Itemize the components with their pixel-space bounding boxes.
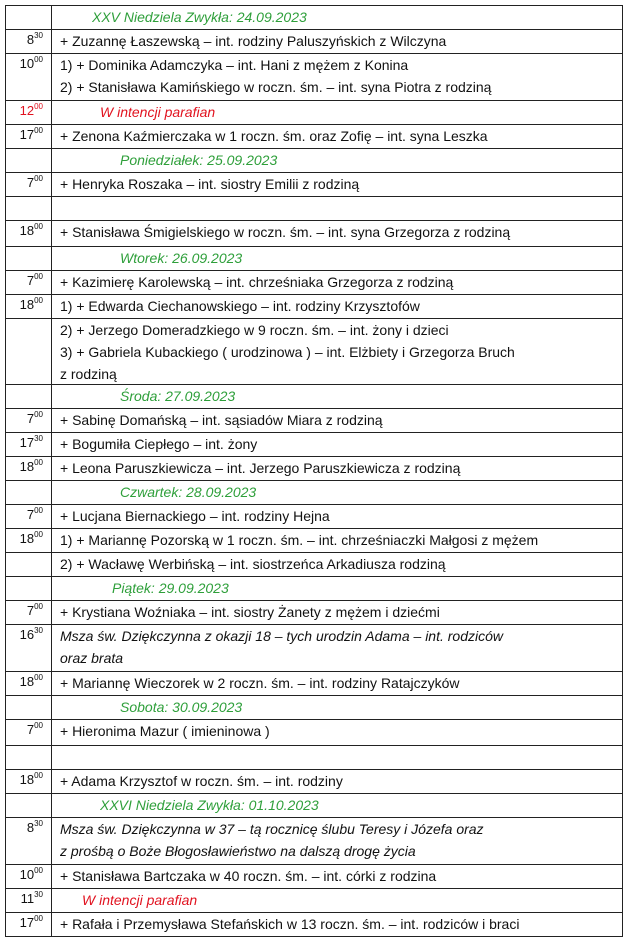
time-cell [6,295,52,318]
mass-time [20,297,43,312]
intention-text: 2) + Wacławę Werbińską – int. siostrzeńca Arkadiusza rodziną [60,556,446,572]
time-minutes: 00 [34,771,43,780]
mass-time [20,223,43,238]
schedule-row [6,624,622,671]
schedule-row [6,817,622,864]
time-minutes: 30 [34,626,43,635]
time-cell [6,577,52,600]
day-header-row [6,576,622,600]
schedule-row [6,671,622,695]
mass-time [20,459,43,474]
mass-time [27,820,43,835]
time-minutes: 00 [34,410,43,419]
day-title: Poniedziałek: 25.09.2023 [120,152,278,168]
mass-time [20,627,43,642]
intention-cell [52,601,622,624]
time-hour: 11 [20,891,35,906]
intention-cell [52,889,622,912]
day-header-row [6,6,622,29]
intention-text: + Sabinę Domańską – int. sąsiadów Miara z rodziną [60,412,383,428]
time-cell [6,30,52,53]
intention-cell [52,818,622,864]
intention-text: + Adama Krzysztof w roczn. śm. – int. rodziny [60,773,343,789]
time-cell [6,457,52,480]
time-minutes: 00 [34,458,43,467]
schedule-row [6,196,622,220]
time-minutes: 00 [34,602,43,611]
day-title-cell [52,385,622,408]
intention-cell [52,173,622,196]
intention-cell [52,433,622,456]
mass-time [27,175,43,190]
time-hour: 8 [26,32,35,47]
mass-time [27,603,43,618]
schedule-row [6,600,622,624]
intention-text: + Kazimierę Karolewską – int. chrześniaka Grzegorza z rodziną [60,274,454,290]
schedule-row [6,745,622,769]
schedule-row [6,294,622,318]
day-header-row [6,148,622,172]
day-title-cell [52,247,622,270]
schedule-row [6,912,622,936]
time-cell [6,481,52,504]
time-cell [6,221,52,246]
schedule-row [6,864,622,888]
mass-time [20,531,43,546]
time-hour: 7 [26,507,35,522]
intention-text: + Hieronima Mazur ( imieninowa ) [60,723,270,739]
intention-text: 1) + Dominika Adamczyka – int. Hani z mężem z Konina [60,57,409,73]
intention-cell [52,54,622,100]
time-cell [6,6,52,29]
time-hour: 18 [19,459,35,474]
intention-text: + Leona Paruszkiewicza – int. Jerzego Paruszkiewicza z rodziną [60,460,461,476]
time-hour: 16 [19,627,35,642]
mass-time [21,891,43,906]
day-header-row [6,695,622,719]
day-title-cell [52,577,622,600]
intention-cell [52,913,622,936]
intention-cell [52,505,622,528]
time-hour: 7 [26,411,35,426]
day-title: XXVI Niedziela Zwykła: 01.10.2023 [100,797,319,813]
day-header-row [6,480,622,504]
day-title: Wtorek: 26.09.2023 [120,250,243,266]
day-title-cell [52,794,622,817]
day-title: Czwartek: 28.09.2023 [120,484,257,500]
mass-time [27,507,43,522]
time-cell [6,173,52,196]
schedule-row [6,220,622,246]
mass-time [20,127,43,142]
time-cell [6,54,52,100]
intention-cell [52,865,622,888]
intention-cell [52,409,622,432]
intention-text: + Zuzannę Łaszewską – int. rodziny Paluszyńskich z Wilczyna [60,33,447,49]
schedule-row [6,769,622,793]
time-cell [6,720,52,745]
intention-cell [52,529,622,552]
time-minutes: 00 [34,55,43,64]
mass-time [27,273,43,288]
time-minutes: 00 [34,102,43,111]
intention-text: z rodziną [60,366,117,382]
time-minutes: 30 [34,31,43,40]
intention-text: + Stanisława Bartczaka w 40 roczn. śm. – int. córki z rodzina [60,868,437,884]
time-cell [6,101,52,124]
intention-cell [52,221,622,246]
intention-cell [52,770,622,793]
time-cell [6,197,52,220]
schedule-row [6,172,622,196]
mass-time [27,411,43,426]
time-minutes: 30 [34,434,43,443]
day-title: Sobota: 30.09.2023 [120,699,243,715]
schedule-row [6,504,622,528]
intention-text: z prośbą o Boże Błogosławieństwo na dalszą drogę życia [60,843,416,859]
mass-schedule-table [5,5,623,937]
intention-text: + Bogumiła Ciepłego – int. żony [60,436,258,452]
day-title-cell [52,696,622,719]
time-cell [6,125,52,148]
day-title-cell [52,149,622,172]
time-hour: 10 [19,867,35,882]
time-cell [6,601,52,624]
time-cell [6,529,52,552]
schedule-row [6,456,622,480]
mass-time [20,867,43,882]
schedule-row [6,53,622,100]
intention-text: 1) + Edwarda Ciechanowskiego – int. rodziny Krzysztofów [60,298,420,314]
day-title: XXV Niedziela Zwykła: 24.09.2023 [92,9,307,25]
intention-text: + Henryka Roszaka – int. siostry Emilii z rodziną [60,176,360,192]
time-hour: 7 [26,175,35,190]
time-cell [6,696,52,719]
intention-text: + Krystiana Woźniaka – int. siostry Żanety z mężem i dziećmi [60,604,440,620]
time-minutes: 00 [34,673,43,682]
day-header-row [6,384,622,408]
intention-cell [52,319,622,384]
time-cell [6,385,52,408]
intention-cell [52,672,622,695]
intention-cell [52,553,622,576]
intention-text: W intencji parafian [100,104,216,120]
intention-text: Msza św. Dziękczynna z okazji 18 – tych urodzin Adama – int. rodziców [60,628,504,644]
intention-text: oraz brata [60,650,124,666]
time-cell [6,794,52,817]
intention-text: + Rafała i Przemysława Stefańskich w 13 roczn. śm. – int. rodziców i braci [60,916,520,932]
time-hour: 7 [26,273,35,288]
time-cell [6,625,52,671]
time-minutes: 00 [34,914,43,923]
time-minutes: 00 [34,222,43,231]
mass-time [27,32,43,47]
intention-text: Msza św. Dziękczynna w 37 – tą rocznicę ślubu Teresy i Józefa oraz [60,821,484,837]
time-hour: 18 [19,223,35,238]
time-minutes: 00 [34,866,43,875]
schedule-row [6,432,622,456]
schedule-row [6,528,622,552]
time-minutes: 00 [34,126,43,135]
time-cell [6,149,52,172]
schedule-row [6,888,622,912]
time-cell [6,770,52,793]
intention-text: 2) + Jerzego Domeradzkiego w 9 roczn. śm. – int. żony i dzieci [60,322,449,338]
intention-text: + Mariannę Wieczorek w 2 roczn. śm. – int. rodziny Ratajczyków [60,675,460,691]
time-minutes: 00 [34,272,43,281]
time-cell [6,818,52,864]
time-hour: 18 [19,674,35,689]
day-title-cell [52,6,622,29]
mass-time [20,103,43,118]
time-hour: 18 [19,297,35,312]
time-cell [6,672,52,695]
time-hour: 8 [26,820,35,835]
time-hour: 17 [19,127,35,142]
schedule-row [6,719,622,745]
time-cell [6,505,52,528]
day-title: Środa: 27.09.2023 [120,388,236,404]
schedule-row [6,124,622,148]
time-minutes: 00 [34,721,43,730]
time-cell [6,553,52,576]
mass-time [20,674,43,689]
time-hour: 7 [26,603,35,618]
intention-text: 2) + Stanisława Kamińskiego w roczn. śm. – int. syna Piotra z rodziną [60,79,492,95]
time-cell [6,247,52,270]
day-title-cell [52,481,622,504]
schedule-row [6,318,622,384]
time-minutes: 00 [34,506,43,515]
schedule-row [6,29,622,53]
schedule-row [6,408,622,432]
time-minutes: 30 [34,819,43,828]
intention-text: + Stanisława Śmigielskiego w roczn. śm. – int. syna Grzegorza z rodziną [60,224,511,240]
mass-time [20,56,43,71]
time-cell [6,746,52,769]
intention-text: + Lucjana Biernackiego – int. rodziny Hejna [60,508,330,524]
time-cell [6,433,52,456]
intention-cell [52,271,622,294]
intention-cell [52,101,622,124]
mass-time [20,435,43,450]
intention-cell [52,746,622,769]
day-header-row [6,246,622,270]
time-minutes: 00 [34,296,43,305]
intention-text: W intencji parafian [82,892,198,908]
day-title: Piątek: 29.09.2023 [112,580,229,596]
time-cell [6,913,52,936]
time-cell [6,889,52,912]
intention-text: + Zenona Kaźmierczaka w 1 roczn. śm. oraz Zofię – int. syna Leszka [60,128,488,144]
mass-time [27,722,43,737]
mass-time [20,772,43,787]
mass-time [20,915,43,930]
time-hour: 17 [19,915,35,930]
intention-text: 1) + Mariannę Pozorską w 1 roczn. śm. – int. chrześniaczki Małgosi z mężem [60,532,539,548]
time-hour: 7 [26,722,35,737]
day-header-row [6,793,622,817]
schedule-row [6,270,622,294]
time-cell [6,319,52,384]
time-hour: 17 [19,435,35,450]
time-minutes: 30 [34,890,43,899]
intention-cell [52,30,622,53]
time-minutes: 00 [34,174,43,183]
schedule-row [6,100,622,124]
intention-cell [52,625,622,671]
intention-text: 3) + Gabriela Kubackiego ( urodzinowa ) – int. Elżbiety i Grzegorza Bruch [60,344,515,360]
intention-cell [52,125,622,148]
time-hour: 18 [19,531,35,546]
schedule-row [6,552,622,576]
time-cell [6,865,52,888]
time-hour: 12 [19,103,35,118]
intention-cell [52,197,622,220]
time-hour: 10 [19,56,35,71]
time-minutes: 00 [34,530,43,539]
time-hour: 18 [19,772,35,787]
intention-cell [52,457,622,480]
time-cell [6,409,52,432]
intention-cell [52,720,622,745]
intention-cell [52,295,622,318]
time-cell [6,271,52,294]
